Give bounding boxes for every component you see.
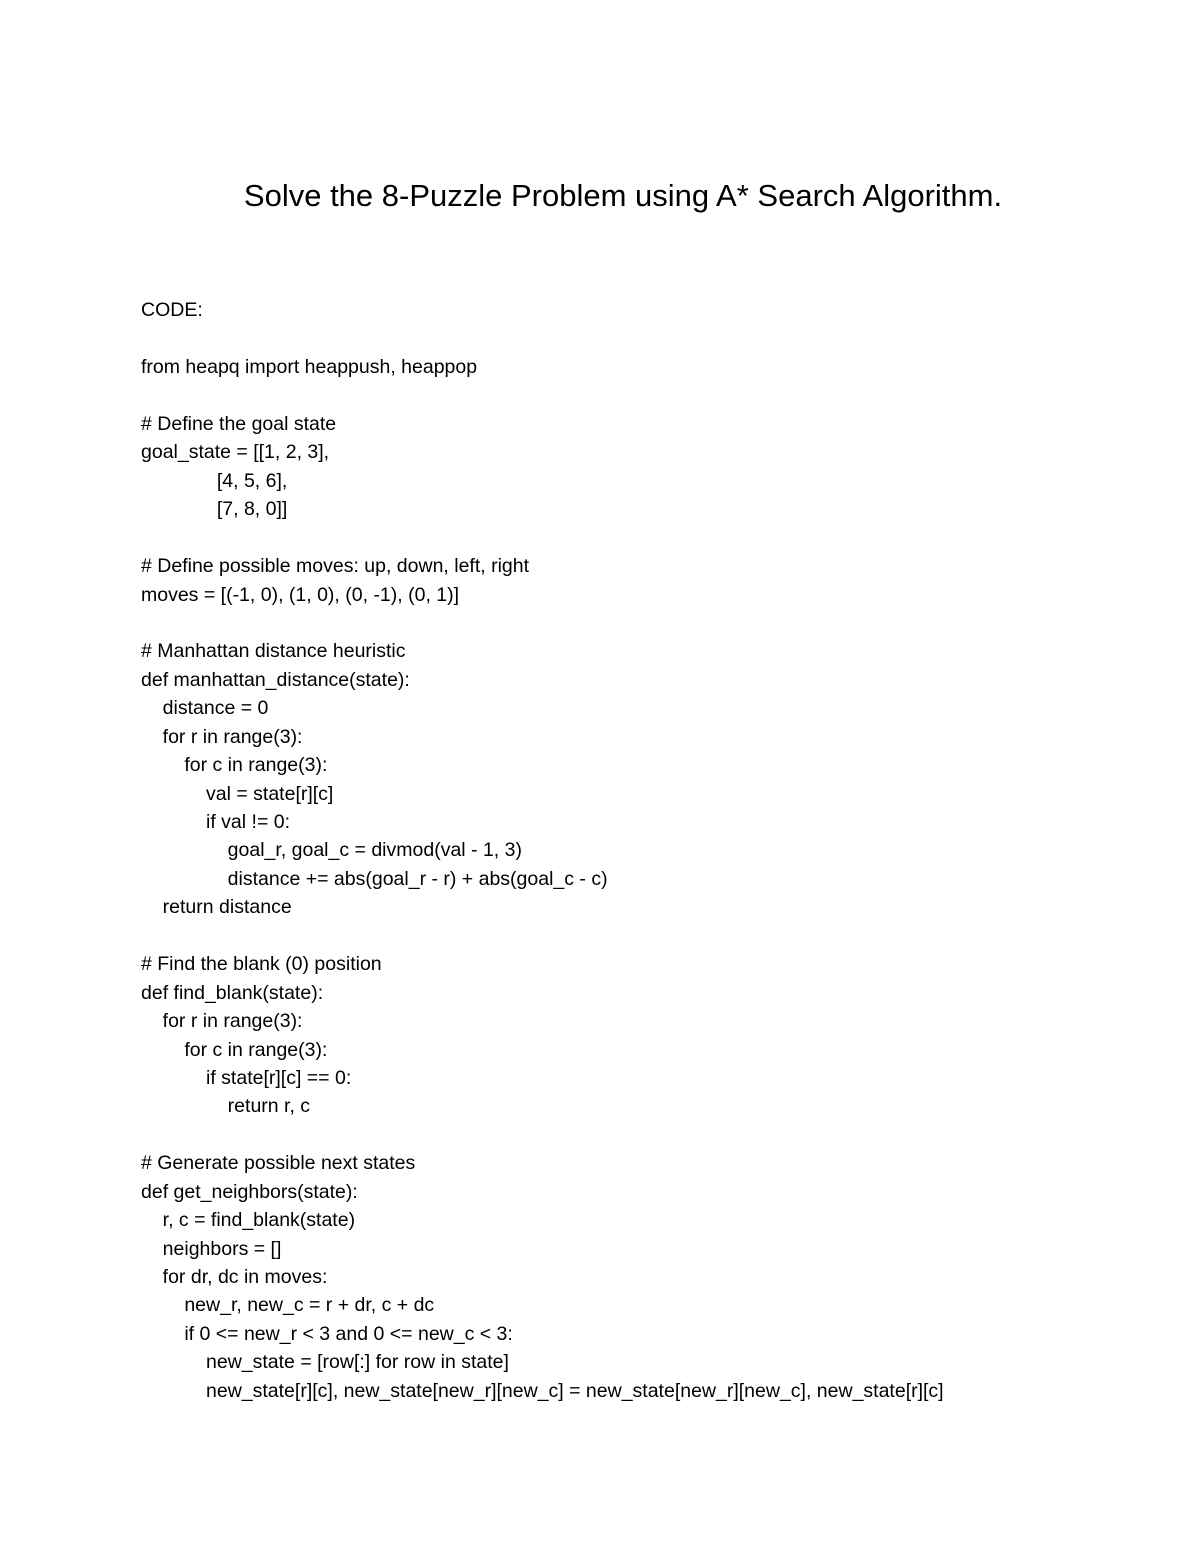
code-label: CODE:: [141, 299, 203, 321]
code-line: for c in range(3):: [141, 754, 328, 777]
document-title: Solve the 8-Puzzle Problem using A* Search Algorithm.: [243, 178, 1003, 213]
code-line: # Define the goal state: [141, 412, 337, 435]
code-line: # Manhattan distance heuristic: [141, 640, 406, 663]
code-line: r, c = find_blank(state): [141, 1209, 356, 1232]
code-line: return r, c: [141, 1095, 311, 1118]
code-line: # Define possible moves: up, down, left, right: [141, 555, 530, 578]
code-line: [141, 922, 1181, 950]
code-line: [141, 1121, 1181, 1149]
code-line: [141, 381, 1181, 409]
code-line: neighbors = []: [141, 1237, 282, 1260]
code-line: for r in range(3):: [141, 725, 303, 748]
code-line: # Find the blank (0) position: [141, 953, 382, 976]
code-line: [141, 609, 1181, 637]
code-line: [141, 524, 1181, 552]
code-block: [141, 353, 1181, 1405]
code-line: for dr, dc in moves:: [141, 1266, 328, 1288]
code-line: if 0 <= new_r < 3 and 0 <= new_c < 3:: [141, 1322, 513, 1345]
code-line: moves = [(-1, 0), (1, 0), (0, -1), (0, 1)]: [141, 583, 460, 606]
code-line: for c in range(3):: [141, 1038, 328, 1061]
code-line: distance += abs(goal_r - r) + abs(goal_c - c): [141, 867, 608, 890]
code-line: new_state[r][c], new_state[new_r][new_c] = new_state[new_r][new_c], new_state[r][c]: [141, 1379, 944, 1402]
code-line: val = state[r][c]: [141, 782, 334, 805]
code-line: def manhattan_distance(state):: [141, 668, 410, 691]
code-line: goal_state = [[1, 2, 3],: [141, 441, 330, 464]
code-line: new_r, new_c = r + dr, c + dc: [141, 1294, 435, 1317]
code-line: def get_neighbors(state):: [141, 1180, 358, 1203]
code-line: [4, 5, 6],: [141, 469, 288, 492]
code-line: for r in range(3):: [141, 1010, 303, 1033]
code-line: if val != 0:: [141, 811, 291, 833]
code-line: # Generate possible next states: [141, 1152, 416, 1175]
code-line: return distance: [141, 896, 292, 919]
code-line: def find_blank(state):: [141, 981, 324, 1004]
code-line: [7, 8, 0]]: [141, 498, 288, 521]
code-line: distance = 0: [141, 697, 269, 720]
code-line: new_state = [row[:] for row in state]: [141, 1351, 509, 1374]
code-line: from heapq import heappush, heappop: [141, 356, 478, 378]
code-line: if state[r][c] == 0:: [141, 1066, 352, 1089]
code-line: goal_r, goal_c = divmod(val - 1, 3): [141, 839, 522, 862]
